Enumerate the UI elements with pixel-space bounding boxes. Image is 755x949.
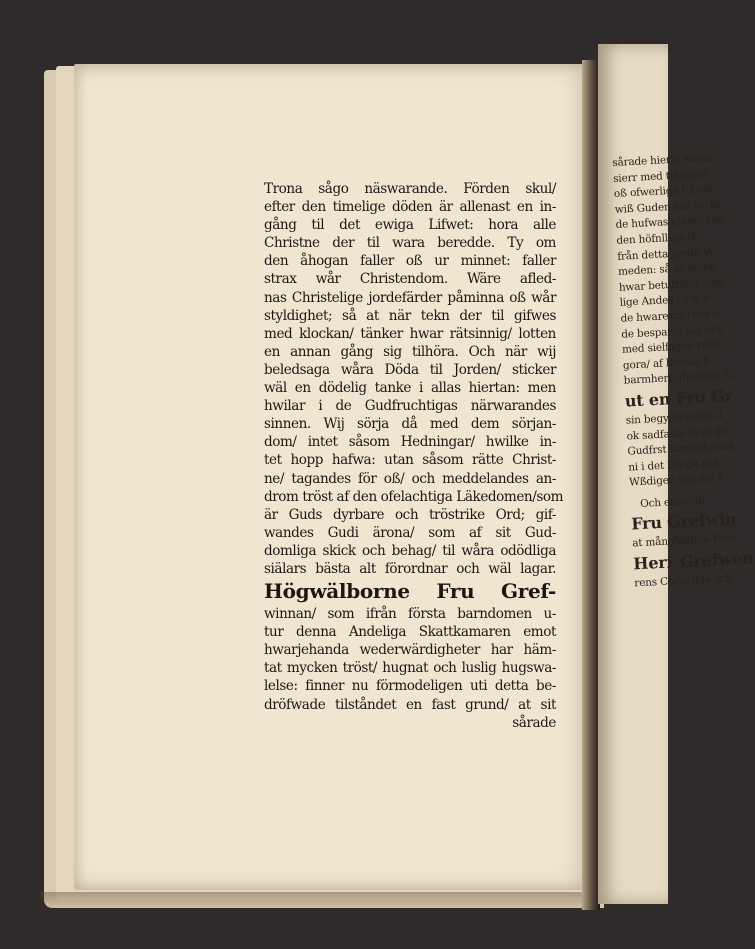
facing-text-line: barmhertigheterns G [623, 369, 733, 387]
catchword: sårade [512, 714, 556, 731]
facing-heading: ut en Fru Gr [624, 385, 734, 411]
facing-text-line: den höfnlliga H [616, 230, 696, 247]
text-line: strax wår Christendom. Wäre afled- [264, 271, 556, 288]
facing-text-line: från detta jämte W [616, 245, 715, 263]
text-line: drom tröst af den ofelachtiga Läkedomen/som [264, 488, 564, 505]
facing-text-line: sierr med tolamod [612, 167, 708, 185]
section-heading: Högwälborne Fru Gref- [264, 579, 556, 604]
facing-page [598, 44, 754, 904]
facing-text-line: sårade hierta sörde [612, 151, 713, 169]
text-line: sinnen. Wij sörja då med dem sörjan- [264, 416, 556, 433]
text-line: dom/ intet såsom Hedningar/ hwilke in- [264, 434, 556, 451]
facing-heading: Fru Grefwin [630, 509, 737, 534]
facing-text-line: lige Andes Ord/ h [619, 292, 710, 310]
main-text-block [264, 180, 564, 732]
text-line: wandes Gudi ärona/ som af sit Gud- [264, 524, 556, 541]
text-line: siälars bästa alt förordnar och wäl lagar. [264, 560, 556, 577]
text-line: är Guds dyrbare och tröstrike Ord; gif- [264, 506, 556, 523]
text-line: winnan/ som ifrån första barndomen u- [264, 606, 556, 623]
text-line: Trona sågo näswarande. Förden skul/ [264, 181, 556, 197]
text-line: nas Christelige jordefärder påminna oß wår [264, 289, 556, 306]
facing-text-line: rens Christliga och [634, 572, 733, 590]
text-line: wäl en dödelig tanke i allas hiertan: men [264, 380, 556, 397]
facing-text-line: Och emedan [639, 494, 706, 510]
text-line: hwilar i de Gudfruchtigas närwarandes [264, 398, 556, 415]
facing-text-line: Gudfrst samankomst [627, 440, 735, 458]
text-line: tur denna Andeliga Skattkamaren emot [264, 624, 556, 641]
text-line: en annan gång sig tilhöra. Och när wij [264, 343, 556, 360]
text-line: dröfwade tilståndet en fast grund/ at sit [264, 696, 556, 713]
text-line: ne/ tagandes för oß/ och meddelandes an- [264, 470, 556, 487]
page-bottom-shadow [40, 892, 600, 912]
facing-text-line: de besparar jag ock [621, 322, 724, 341]
facing-text-line: med sielfagen tröst [621, 338, 722, 356]
facing-text-line: oß ofwerliga Christ [613, 182, 714, 201]
facing-text-line: wiß Guden har tackt [614, 198, 721, 216]
facing-text-line: Wßdigen warder f [628, 471, 723, 489]
text-line: lelse: finner nu förmodeligen uti detta be- [264, 678, 556, 695]
facing-text-line: hwar betutratia som [618, 276, 724, 294]
facing-text-line: ok sadfasta in til de [626, 424, 728, 443]
facing-text-line: at mångfaldiga Pred [632, 532, 738, 550]
text-line: Christne der til wara beredde. Ty om [264, 235, 556, 252]
text-line: beledsaga wåra Döda til Jorden/ sticker [264, 361, 556, 378]
facing-text-line: gora/ af hiertat b [622, 354, 711, 372]
text-line: domliga skick och behag/ til wåra odödliga [264, 542, 556, 559]
text-line: hwarjehanda wederwärdigheter har häm- [264, 642, 556, 659]
facing-heading: Herr Grefwen [632, 548, 754, 574]
text-line: den åhogan faller oß ur minnet: faller [264, 253, 556, 270]
text-line: med klockan/ tänker hwar rätsinnig/ lotten [264, 325, 556, 342]
text-line: styldighet; så at när tekn der til gifwes [264, 307, 556, 324]
facing-text-line: ni i det Ewiga och [627, 456, 721, 474]
facing-text-line: sin begynt/ wiste d [625, 409, 723, 427]
facing-text-line: meden: så at ingen [617, 260, 717, 278]
text-line: efter den timelige döden är allenast en in- [264, 199, 556, 216]
facing-text-line: de hufwas ehtenskap [615, 213, 725, 232]
text-line: gång til det ewiga Lifwet: hora alle [264, 217, 556, 234]
text-line: tet hopp hafwa: utan såsom rätte Christ- [264, 452, 556, 469]
facing-text-block [612, 150, 755, 592]
facing-text-line: de hwaresta reda o [620, 307, 720, 325]
text-line: tat mycken tröst/ hugnat och luslig hugswa- [264, 660, 556, 677]
